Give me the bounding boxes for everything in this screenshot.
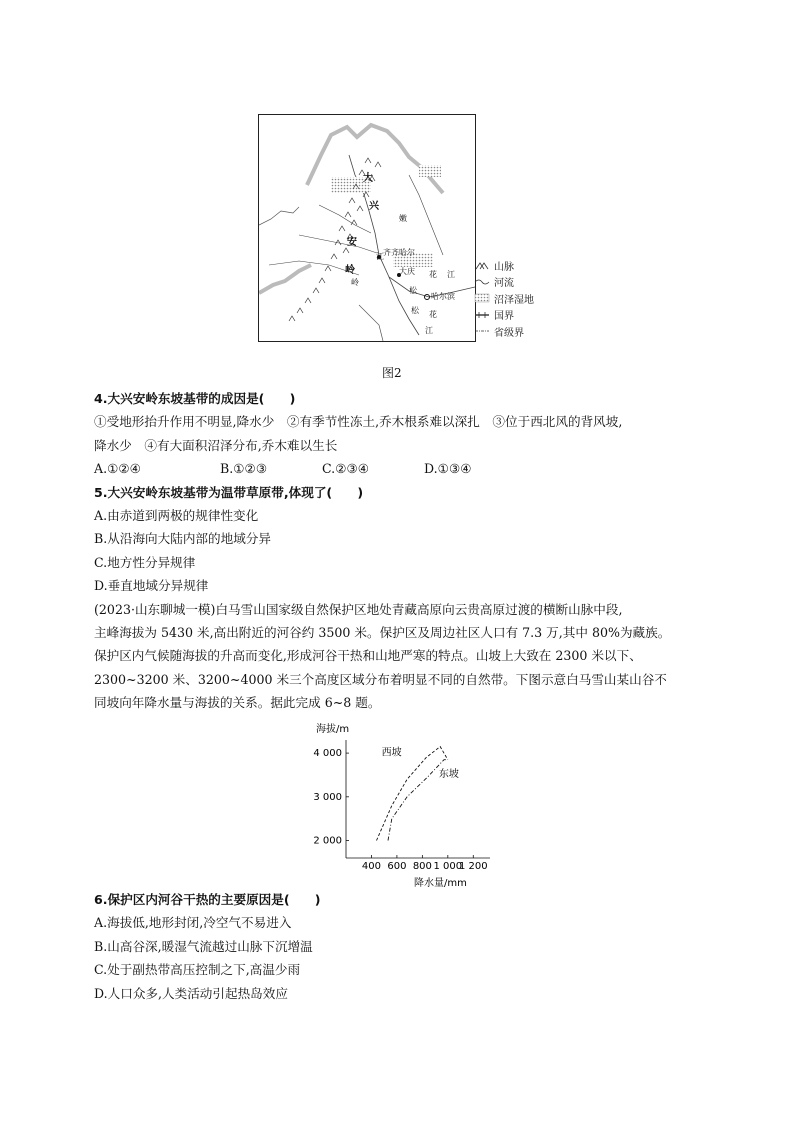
- map-label-hua-2: 花: [429, 310, 437, 319]
- x-tick-label: 1 200: [458, 861, 488, 872]
- passage-line-4: 2300~3200 米、3200~4000 米三个高度区域分布着明显不同的自然带。下图示意白马雪山某山谷不: [94, 671, 667, 687]
- precipitation-altitude-chart: [300, 718, 500, 890]
- map-label-an: 安: [347, 237, 357, 248]
- national-border-line: [307, 125, 443, 193]
- q4-option-a[interactable]: A.①②④: [94, 461, 141, 477]
- passage-line-2: 主峰海拔为 5430 米,高出附近的河谷约 3500 米。保护区及周边社区人口有 7.3 万,其中 80%为藏族。: [94, 624, 671, 640]
- q6-option-c[interactable]: C.处于副热带高压控制之下,高温少雨: [94, 962, 301, 978]
- q4-options: [94, 457, 704, 480]
- map-label-song-2: 松: [411, 306, 419, 315]
- q4-statements-line-1: ①受地形抬升作用不明显,降水少 ②有季节性冻土,乔木根系难以深扎 ③位于西北风的背风坡,: [94, 414, 623, 430]
- legend-row: [474, 307, 574, 324]
- q6-option-a[interactable]: A.海拔低,地形封闭,冷空气不易进入: [94, 915, 292, 931]
- legend-row: [474, 323, 574, 340]
- provincial-border-line: [259, 207, 299, 225]
- mountain-icon: [474, 260, 490, 270]
- y-axis-label: 海拔/m: [316, 724, 350, 735]
- series-label-west: 西坡: [381, 747, 402, 759]
- legend-label: 国界: [494, 311, 514, 323]
- x-tick-label: 400: [361, 861, 382, 872]
- q5-option-d[interactable]: D.垂直地域分异规律: [94, 578, 209, 594]
- x-tick-label: 1 000: [433, 861, 463, 872]
- question-block: [94, 387, 704, 714]
- legend-row: [474, 290, 574, 307]
- legend-row: [474, 274, 574, 291]
- map-label-jiang-3: 江: [425, 326, 433, 335]
- q4-option-b[interactable]: B.①②③: [220, 461, 268, 477]
- x-tick-label: 800: [412, 861, 432, 872]
- legend-label: 山脉: [494, 261, 514, 273]
- river-icon: [474, 277, 490, 287]
- y-tick-label: 3 000: [313, 791, 342, 803]
- q4-option-d[interactable]: D.①③④: [424, 461, 472, 477]
- map-label-nen: 嫩: [399, 214, 407, 223]
- map-drawing: [259, 115, 475, 341]
- legend-label: 沼泽湿地: [494, 294, 534, 306]
- passage-line-5: 同坡向年降水量与海拔的关系。据此完成 6~8 题。: [94, 695, 381, 711]
- q5-option-c[interactable]: C.地方性分异规律: [94, 554, 196, 570]
- swamp-icon: [474, 293, 490, 303]
- q5-option-b[interactable]: B.从沿海向大陆内部的地域分异: [94, 531, 271, 547]
- y-tick-label: 4 000: [313, 748, 342, 760]
- q6-option-b[interactable]: B.山高谷深,暖湿气流越过山脉下沉增温: [94, 938, 313, 954]
- x-tick-label: 600: [387, 861, 407, 872]
- passage-line-1: (2023·山东聊城一模)白马雪山国家级自然保护区地处青藏高原向云贵高原过渡的横断山脉中段,: [94, 601, 623, 617]
- map-label-song: 松: [409, 286, 417, 295]
- map-label-xing: 兴: [369, 201, 379, 212]
- y-tick-label: 2 000: [313, 835, 342, 847]
- river-tributary-2: [299, 235, 377, 253]
- national-border-icon: [474, 310, 490, 320]
- map-label-ling: 岭: [345, 265, 355, 276]
- q4-stem: 4.大兴安岭东坡基带的成因是( ): [94, 391, 296, 406]
- legend-row: [474, 257, 574, 274]
- q4-option-c[interactable]: C.②③④: [322, 461, 370, 477]
- series-label-east: 东坡: [438, 769, 459, 781]
- q6-option-d[interactable]: D.人口众多,人类活动引起热岛效应: [94, 985, 288, 1001]
- map-label-jiang-2: 江: [447, 270, 455, 279]
- provincial-border-line-s: [359, 305, 383, 341]
- national-border-line-sw: [259, 265, 311, 293]
- q4-statements-line-2: 降水少 ④有大面积沼泽分布,乔木难以生长: [94, 437, 338, 453]
- map-label-ling-small: 岭: [351, 278, 359, 287]
- map-label-harbin: 哈尔滨: [431, 292, 455, 301]
- map-legend: [474, 257, 574, 340]
- map-label-qiqihar: 齐齐哈尔: [383, 248, 415, 257]
- q6-stem: 6.保护区内河谷干热的主要原因是( ): [94, 892, 321, 907]
- map-label-jiang-1: 江: [376, 252, 384, 261]
- x-axis-label: 降水量/mm: [414, 878, 467, 889]
- chart-svg: [300, 718, 500, 890]
- river-tributary: [319, 205, 371, 233]
- q5-stem: 5.大兴安岭东坡基带为温带草原带,体现了( ): [94, 484, 364, 500]
- figure-caption: 图2: [382, 366, 402, 380]
- map-label-daqing: 大庆: [399, 267, 415, 276]
- map-label-da: 大: [363, 173, 373, 184]
- swamp-area-2: [419, 165, 441, 177]
- series-line-west: [377, 747, 448, 841]
- legend-label: 省级界: [494, 327, 524, 339]
- passage-line-3: 保护区内气候随海拔的升高而变化,形成河谷干热和山地严寒的特点。山坡上大致在 2300 米以下、: [94, 648, 642, 664]
- question-6-block: [94, 888, 704, 1005]
- legend-label: 河流: [494, 278, 514, 290]
- map-label-hua-1: 花: [429, 270, 437, 279]
- q5-option-a[interactable]: A.由赤道到两极的规律性变化: [94, 507, 259, 523]
- figure2-map: [258, 114, 476, 342]
- provincial-border-icon: [474, 326, 490, 336]
